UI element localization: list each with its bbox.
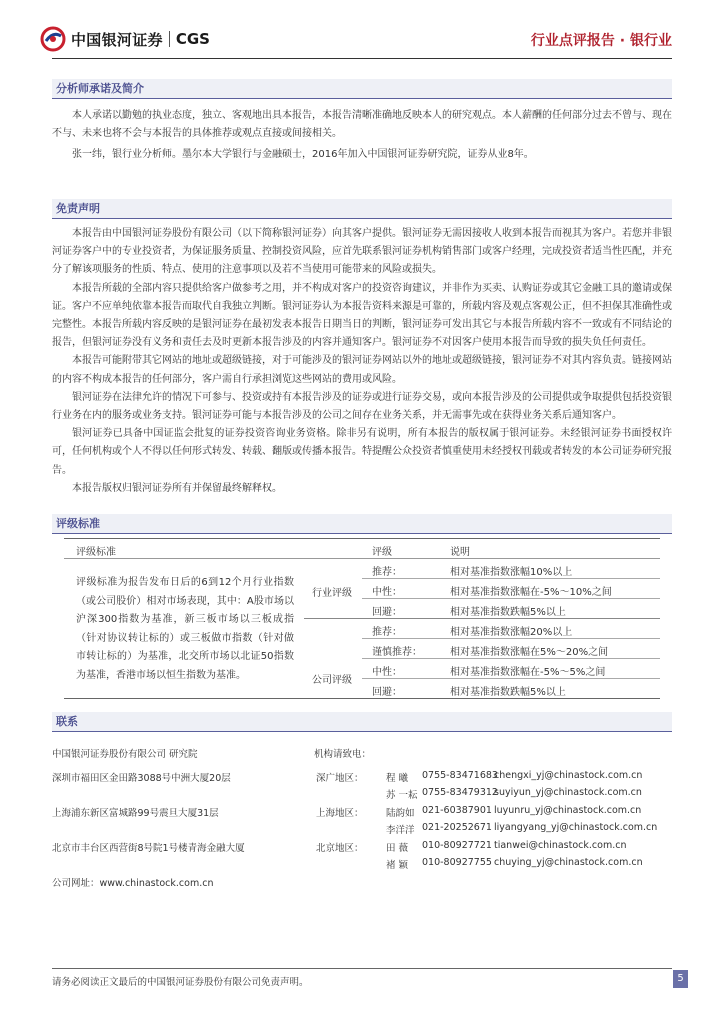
company-rating: 回避：	[372, 687, 402, 698]
table-top-rule	[64, 538, 660, 539]
contact-email[interactable]: tianwei@chinastock.com.cn	[494, 840, 627, 851]
company-rating-label: 公司评级	[312, 675, 352, 686]
footer-disclaimer-note: 请务必阅读正文最后的中国银河证券股份有限公司免责声明。	[52, 977, 309, 988]
table-bottom-rule	[64, 698, 660, 699]
analyst-section	[52, 79, 672, 165]
analyst-section-title: 分析师承诺及简介	[52, 79, 672, 99]
row-rule	[362, 598, 660, 599]
disclaimer-section	[52, 199, 672, 498]
logo-separator	[169, 31, 170, 47]
industry-rating-desc: 相对基准指数跌幅5%以上	[450, 607, 566, 618]
contact-phone: 021-60387901	[422, 805, 492, 816]
contact-name: 苏 一耘	[386, 790, 418, 801]
disclaimer-body	[52, 225, 672, 498]
company-rating: 谨慎推荐：	[372, 647, 422, 658]
disclaimer-paragraph: 本报告由中国银河证券股份有限公司（以下简称银河证券）向其客户提供。银河证券无需因接收人收到本报告而视其为客户。若您并非银河证券客户中的专业投资者，为保证服务质量、控制投资风险，应首先联系银河证券机构销售部门或客户经理，完成投资者适当性匹配，并充分了解该项服务的性质、特点、使用的注意事项以及若不当使用可能带来的风险或损失。	[52, 228, 672, 276]
header-criteria: 评级标准	[76, 547, 116, 558]
logo-text: 中国银河证券	[71, 30, 163, 49]
disclaimer-paragraph: 本报告所载的全部内容只提供给客户做参考之用，并不构成对客户的投资咨询建议，并非作为买卖、认购证券或其它金融工具的邀请或保证。客户不应单纯依靠本报告而取代自我独立判断。银河证券认为本报告资料来源是可靠的，所载内容及观点客观公正，但不担保其准确性或完整性。本报告所载内容反映的是银河证券在最初发表本报告日期当日的判断，银河证券可发出其它与本报告所载内容不一致或有不同结论的报告，但银河证券没有义务和责任去及时更新本报告涉及的内容并通知客户。银河证券不对因客户使用本报告而导致的损失负任何责任。	[52, 282, 672, 349]
galaxy-logo-icon	[40, 26, 66, 52]
page-number: 5	[673, 970, 688, 988]
disclaimer-section-title: 免责声明	[52, 199, 672, 219]
row-rule	[362, 638, 660, 639]
company-logo	[40, 26, 210, 52]
logo-en-text: CGS	[175, 30, 210, 48]
region-label: 深广地区：	[316, 773, 364, 784]
research-institute: 中国银河证券股份有限公司 研究院	[52, 749, 198, 760]
region-label: 上海地区：	[316, 808, 364, 819]
region-label: 北京地区：	[316, 843, 364, 854]
address-beijing: 北京市丰台区西营街8号院1号楼青海金融大厦	[52, 843, 245, 854]
analyst-commitment: 本人承诺以勤勉的执业态度，独立、客观地出具本报告，本报告清晰准确地反映本人的研究观点。本人薪酬的任何部分过去不曾与、现在不与、未来也将不会与本报告的具体推荐或观点直接或间接相关。	[52, 110, 672, 140]
contact-phone: 021-20252671	[422, 822, 492, 833]
rating-section-title: 评级标准	[52, 514, 672, 534]
company-rating: 中性：	[372, 667, 402, 678]
disclaimer-paragraph: 本报告可能附带其它网站的地址或超级链接，对于可能涉及的银河证券网站以外的地址或超级链接，银河证券不对其内容负责。链接网站的内容不构成本报告的任何部分，客户需自行承担浏览这些网站的费用或风险。	[52, 355, 672, 385]
footer-divider	[52, 968, 672, 969]
contact-email[interactable]: liyangyang_yj@chinastock.com.cn	[494, 822, 658, 833]
industry-rating-label: 行业评级	[312, 588, 352, 599]
contact-email[interactable]: chengxi_yj@chinastock.com.cn	[494, 770, 643, 781]
contact-phone: 0755-83471683	[422, 770, 498, 781]
contact-section	[52, 712, 672, 892]
contact-name: 田 薇	[386, 843, 409, 854]
contact-name: 褚 颖	[386, 860, 409, 871]
company-rating: 推荐：	[372, 627, 402, 638]
contact-email[interactable]: luyunru_yj@chinastock.com.cn	[494, 805, 642, 816]
report-type-title: 行业点评报告 · 银行业	[530, 33, 672, 49]
sales-contact-label: 机构请致电：	[314, 749, 372, 760]
row-rule	[362, 578, 660, 579]
row-rule	[362, 678, 660, 679]
group-rule	[304, 618, 660, 619]
industry-rating: 中性：	[372, 587, 402, 598]
rating-table	[64, 538, 660, 698]
disclaimer-paragraph: 银河证券已具备中国证监会批复的证券投资咨询业务资格。除非另有说明，所有本报告的版权属于银河证券。未经银河证券书面授权许可，任何机构或个人不得以任何形式转发、转载、翻版或传播本报告。特提醒公众投资者慎重使用未经授权刊载或者转发的本公司证券研究报告。	[52, 428, 672, 476]
contact-name: 陆韵如	[386, 808, 415, 819]
row-rule	[362, 658, 660, 659]
industry-rating: 回避：	[372, 607, 402, 618]
table-header-rule	[64, 558, 660, 559]
industry-rating-desc: 相对基准指数涨幅在-5%～10%之间	[450, 587, 612, 598]
address-shanghai: 上海浦东新区富城路99号震旦大厦31层	[52, 808, 219, 819]
address-shenzhen: 深圳市福田区金田路3088号中洲大厦20层	[52, 773, 231, 784]
company-website[interactable]: 公司网址：www.chinastock.com.cn	[52, 878, 214, 889]
contact-phone: 010-80927755	[422, 857, 492, 868]
contact-section-title: 联系	[52, 712, 672, 732]
disclaimer-paragraph: 银河证券在法律允许的情况下可参与、投资或持有本报告涉及的证券或进行证券交易，或向本报告涉及的公司提供或争取提供包括投资银行业务在内的服务或业务支持。银河证券可能与本报告涉及的公司之间存在业务关系，并无需事先或在获得业务关系后通知客户。	[52, 391, 672, 422]
contact-email[interactable]: chuying_yj@chinastock.com.cn	[494, 857, 643, 868]
company-rating-desc: 相对基准指数跌幅5%以上	[450, 687, 566, 698]
page-header	[0, 0, 724, 62]
contact-email[interactable]: suyiyun_yj@chinastock.com.cn	[494, 787, 642, 798]
contact-name: 程 曦	[386, 773, 409, 784]
header-description: 说明	[450, 547, 470, 558]
industry-rating: 推荐：	[372, 567, 402, 578]
header-divider	[52, 58, 672, 59]
contact-name: 李洋洋	[386, 825, 415, 836]
contact-phone: 010-80927721	[422, 840, 492, 851]
criteria-text: 评级标准为报告发布日后的6到12个月行业指数（或公司股价）相对市场表现，其中：A股市场以沪深300指数为基准，新三板市场以三板成指（针对协议转让标的）或三板做市指数（针对做市转让标的）为基准，北交所市场以北证50指数为基准，香港市场以恒生指数为基准。	[76, 577, 294, 681]
company-rating-desc: 相对基准指数涨幅在-5%～5%之间	[450, 667, 606, 678]
analyst-bio: 张一纬，银行业分析师。墨尔本大学银行与金融硕士，2016年加入中国银河证券研究院，证券从业8年。	[72, 149, 534, 161]
company-rating-desc: 相对基准指数涨幅20%以上	[450, 627, 573, 638]
company-rating-desc: 相对基准指数涨幅在5%～20%之间	[450, 647, 609, 658]
contact-phone: 0755-83479312	[422, 787, 498, 798]
disclaimer-paragraph: 本报告版权归银河证券所有并保留最终解释权。	[72, 482, 282, 494]
industry-rating-desc: 相对基准指数涨幅10%以上	[450, 567, 573, 578]
header-rating: 评级	[372, 547, 392, 558]
rating-section	[52, 514, 672, 698]
